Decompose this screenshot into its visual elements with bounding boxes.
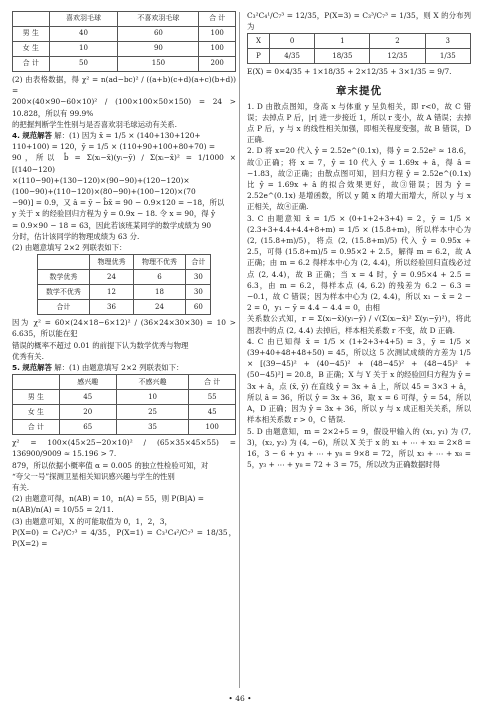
solution-tag: 规范解答	[22, 131, 52, 141]
table-cell: 10	[49, 42, 118, 57]
table-cell: 数学优秀	[37, 270, 90, 285]
answer-paragraph: 2. D 将 x=20 代入 ŷ = 2.52e^(0.1x)，得 ŷ = 2.52e² ≈ 18.6，故①正确；将 x = 7，ŷ = 10 代入 ŷ = 1.69x + â，得 â = −1.83，故②正确；由散点图可知，回归方程 ŷ = 2.52e^(0.1x) 比 ŷ = 1.69x + â 的拟合效果更好，故③错误；因为 ŷ = 2.52e^(0.1x) 是增函数，所以 y 随 x 的增大而增大，所以 y 与 x 正相关，故④正确.	[247, 146, 471, 212]
gender-badminton-table	[12, 11, 236, 72]
table-cell: 200	[199, 57, 236, 72]
question-number: 5.	[12, 363, 20, 373]
table-cell: 100	[199, 42, 236, 57]
table-cell: 女 生	[13, 42, 50, 57]
table-header: 合计	[186, 255, 211, 270]
answer-text: 200×(40×90−60×10)² / (100×100×50×150) = 24 > 10.828，所以有 99.9%	[12, 97, 236, 118]
table-cell: 60	[186, 300, 211, 315]
answer-text: “夸父一号”探测卫星相关知识感兴趣与学生的性别	[12, 471, 175, 481]
table-header: 不感兴趣	[116, 375, 189, 390]
table-cell: 30	[186, 270, 211, 285]
answer-text: 解：(1) 由题意填写 2×2 列联表如下：	[54, 363, 184, 373]
answer-text: 因为 χ² = 60×(24×18−6×12)² / (36×24×30×30) = 10 > 6.635，所以能在犯	[12, 318, 236, 339]
answer-text: 90，所以 b̂ = Σ(xᵢ−x̄)(yᵢ−ȳ) / Σ(xᵢ−x̄)² = 1/1000 × [(140−120)	[12, 153, 236, 174]
answer-text: (2) 由题意填写 2×2 列联表如下：	[12, 243, 127, 253]
table-row	[13, 420, 236, 435]
table-row	[37, 285, 211, 300]
answer-paragraph: 关系数公式知，r = Σ(xᵢ−x̄)(yᵢ−ȳ) / √(Σ(xᵢ−x̄)² Σ(yᵢ−ȳ)²)，将此图表中的点 (2, 4.4) 去掉后，样本相关系数 r 不变，故 D 正确.	[247, 314, 471, 335]
table-cell: 18	[133, 285, 186, 300]
answer-text: ×(110−90)+(130−120)×(90−90)+(120−120)×	[12, 175, 190, 185]
table-cell: 24	[90, 270, 133, 285]
table-cell: 45	[59, 390, 116, 405]
table-row	[13, 57, 236, 72]
answer-text: χ² = 100×(45×25−20×10)² / (65×35×45×55) = 136900/9009 ≈ 15.196 > 7.	[12, 438, 236, 459]
table-header: 合 计	[199, 12, 236, 27]
table-cell: 35	[116, 420, 189, 435]
table-cell: 6	[133, 270, 186, 285]
table-row	[37, 300, 211, 315]
table-header: 0	[269, 34, 314, 49]
column-divider	[239, 12, 240, 688]
answer-text: 优秀有关.	[12, 351, 44, 361]
answer-text: = 0.9×90 − 18 = 63，因此若该班某同学的数学成绩为 90	[12, 220, 212, 230]
answer-text: (2) 由题意可得，n(AB) = 10，n(A) = 55，则 P(B|A) =	[12, 494, 204, 504]
table-cell: 60	[118, 27, 199, 42]
table-cell: 150	[118, 57, 199, 72]
table-header: 合 计	[189, 375, 236, 390]
right-column	[247, 10, 471, 470]
distribution-table	[247, 33, 471, 64]
table-cell: 55	[189, 390, 236, 405]
answer-text: P(X=0) = C₄³/C₇³ = 4/35，P(X=1) = C₃¹C₄²/C₇³ = 18/35，P(X=2) =	[12, 527, 236, 549]
answer-text: 的把握判断学生性别与是否喜欢羽毛球运动有关系.	[12, 119, 177, 129]
answer-paragraph: 4. C 由已知得 x̄ = 1/5 × (1+2+3+4+5) = 3，ȳ = 1/5 × (39+40+48+48+50) = 45，所以这 5 次测试成绩的方差为 1/5 × [(39−45)² + (40−45)² + (48−45)² + (48−45)² + (50−45)²] = 20.8，B 正确；X 与 Y 关于 x 的经验回归方程为 ŷ = 3x + â，点 (x̄, ȳ) 在直线 ŷ = 3x + â 上，所以 45 = 3×3 + â，所以 â = 36，所以 ŷ = 3x + 36，取 x = 6 可得，ŷ = 54，所以 A，D 正确；因为 ŷ = 3x + 36，所以 y 与 x 成正相关关系，所以样本相关系数 r > 0，C 错误.	[247, 336, 471, 425]
table-cell: 合 计	[13, 57, 50, 72]
answer-text: 110+100) = 120，ȳ = 1/5 × (110+90+100+80+70) =	[12, 142, 216, 152]
answer-text: E(X) = 0×4/35 + 1×18/35 + 2×12/35 + 3×1/35 = 9/7.	[247, 67, 452, 77]
answer-text: 解：(1) 因为 x̄ = 1/5 × (140+130+120+	[54, 131, 201, 141]
question-number: 4.	[12, 131, 20, 141]
table-header	[13, 375, 60, 390]
table-cell: 10	[116, 390, 189, 405]
table-cell: P	[248, 49, 270, 64]
table-header: 物理不优秀	[133, 255, 186, 270]
table-cell: 40	[49, 27, 118, 42]
answer-paragraph: 3. C 由题意知 x̄ = 1/5 × (0+1+2+3+4) = 2，ȳ = 1/5 × (2.3+3+4.4+4.4+8+m) = 1/5 × (15.8+m)，所以样本中心为 (2, (15.8+m)/5)，将点 (2, (15.8+m)/5) 代入 ŷ = 0.95x + 2.5，可得 (15.8+m)/5 = 0.95×2 + 2.5，解得 m = 6.2，故 A 正确；由 m = 6.2 得样本中心为 (2, 4.4)，所以经验回归直线必过点 (2, 4.4)，故 B 正确；当 x = 4 时，ŷ = 0.95×4 + 2.5 = 6.3，由 m = 6.2，得样本点 (4, 6.2) 的残差为 6.2 − 6.3 = −0.1，故 C 错误；因为样本中心为 (2, 4.4)，所以 x₁ − x̄ = 2 − 2 = 0，y₁ − ȳ = 4.4 − 4.4 = 0，由相	[247, 213, 471, 313]
table-cell: 24	[133, 300, 186, 315]
math-physics-table	[37, 254, 212, 315]
table-header: 物理优秀	[90, 255, 133, 270]
table-header: 2	[370, 34, 425, 49]
answer-text: 错误的概率不超过 0.01 的前提下认为数学优秀与物理	[12, 340, 189, 350]
answer-text: y 关于 x 的经验回归方程为 ŷ = 0.9x − 18. 令 x = 90，得 ŷ	[12, 209, 216, 219]
table-header: 感兴趣	[59, 375, 116, 390]
table-row	[13, 390, 236, 405]
answer-text: 分时，估计该同学的物理成绩为 63 分.	[12, 231, 140, 241]
table-cell: 12/35	[370, 49, 425, 64]
table-row	[13, 42, 236, 57]
section-title: 章末提优	[336, 84, 382, 97]
table-row	[248, 49, 471, 64]
table-cell: 45	[189, 405, 236, 420]
table-row	[13, 27, 236, 42]
answer-text: C₃²C₄¹/C₇³ = 12/35，P(X=3) = C₃³/C₇³ = 1/35，则 X 的分布列为	[247, 11, 471, 32]
answer-text: (2) 由表格数据，得 χ² = n(ad−bc)² / ((a+b)(c+d)(a+c)(b+d)) =	[12, 75, 236, 96]
table-cell: 12	[90, 285, 133, 300]
table-cell: 男 生	[13, 27, 50, 42]
table-row	[13, 405, 236, 420]
table-cell: 100	[199, 27, 236, 42]
interest-gender-table	[12, 374, 236, 435]
table-header: 1	[315, 34, 370, 49]
answer-text: 879，所以依据小概率值 α = 0.005 的独立性检验可知，对	[12, 460, 209, 470]
table-cell: 4/35	[269, 49, 314, 64]
table-cell: 男 生	[13, 390, 60, 405]
left-column	[12, 10, 236, 549]
table-cell: 女 生	[13, 405, 60, 420]
table-cell: 36	[90, 300, 133, 315]
table-cell: 18/35	[315, 49, 370, 64]
table-header: 3	[425, 34, 470, 49]
page-number: • 46 •	[228, 694, 252, 703]
table-cell: 25	[116, 405, 189, 420]
answer-paragraph: 5. D 由题意知，m = 2×2+5 = 9，假设甲输入的 (x₁, y₁) 为 (7, 3)，(x₂, y₂) 为 (4, −6)，所以 X 关于 x 的 x₁ + ⋯ + x₂ = 2×8 = 16，3 − 6 + y₃ + ⋯ + y₈ = 9×8 = 72，所以 x₃ + ⋯ + x₈ = 5，y₃ + ⋯ + y₈ = 72 + 3 = 75，所以改为正确数据时得	[247, 426, 471, 470]
table-header	[37, 255, 90, 270]
answer-text: −90)] = 0.9，又 â = ȳ − b̂x̄ = 90 − 0.9×120 = −18，所以	[12, 198, 225, 208]
answer-paragraph: 1. D 由散点图知，身高 x 与体重 y 呈负相关，即 r<0，故 C 错误；去掉点 P 后，|r| 进一步接近 1，所以 r 变小，故 A 错误；去掉点 P 后，y 与 x 的线性相关加强，即相关程度变强，故 B 错误，D 正确.	[247, 101, 471, 145]
table-header: 不喜欢羽毛球	[118, 12, 199, 27]
answer-text: 有关.	[12, 483, 30, 493]
table-header: 喜欢羽毛球	[49, 12, 118, 27]
table-cell: 65	[59, 420, 116, 435]
table-row	[37, 270, 211, 285]
table-header: X	[248, 34, 270, 49]
table-cell: 合 计	[13, 420, 60, 435]
table-cell: 50	[49, 57, 118, 72]
answer-text: n(AB)/n(A) = 10/55 = 2/11.	[12, 505, 114, 515]
table-cell: 30	[186, 285, 211, 300]
table-header	[13, 12, 50, 27]
answer-text: (3) 由题意可知，X 的可能取值为 0，1，2，3，	[12, 516, 172, 526]
answer-text: (100−90)+(110−120)×(80−90)+(100−120)×(70	[12, 187, 196, 197]
table-cell: 90	[118, 42, 199, 57]
table-cell: 1/35	[425, 49, 470, 64]
table-cell: 100	[189, 420, 236, 435]
table-cell: 合计	[37, 300, 90, 315]
table-cell: 20	[59, 405, 116, 420]
solution-tag: 规范解答	[22, 363, 52, 373]
table-cell: 数学不优秀	[37, 285, 90, 300]
